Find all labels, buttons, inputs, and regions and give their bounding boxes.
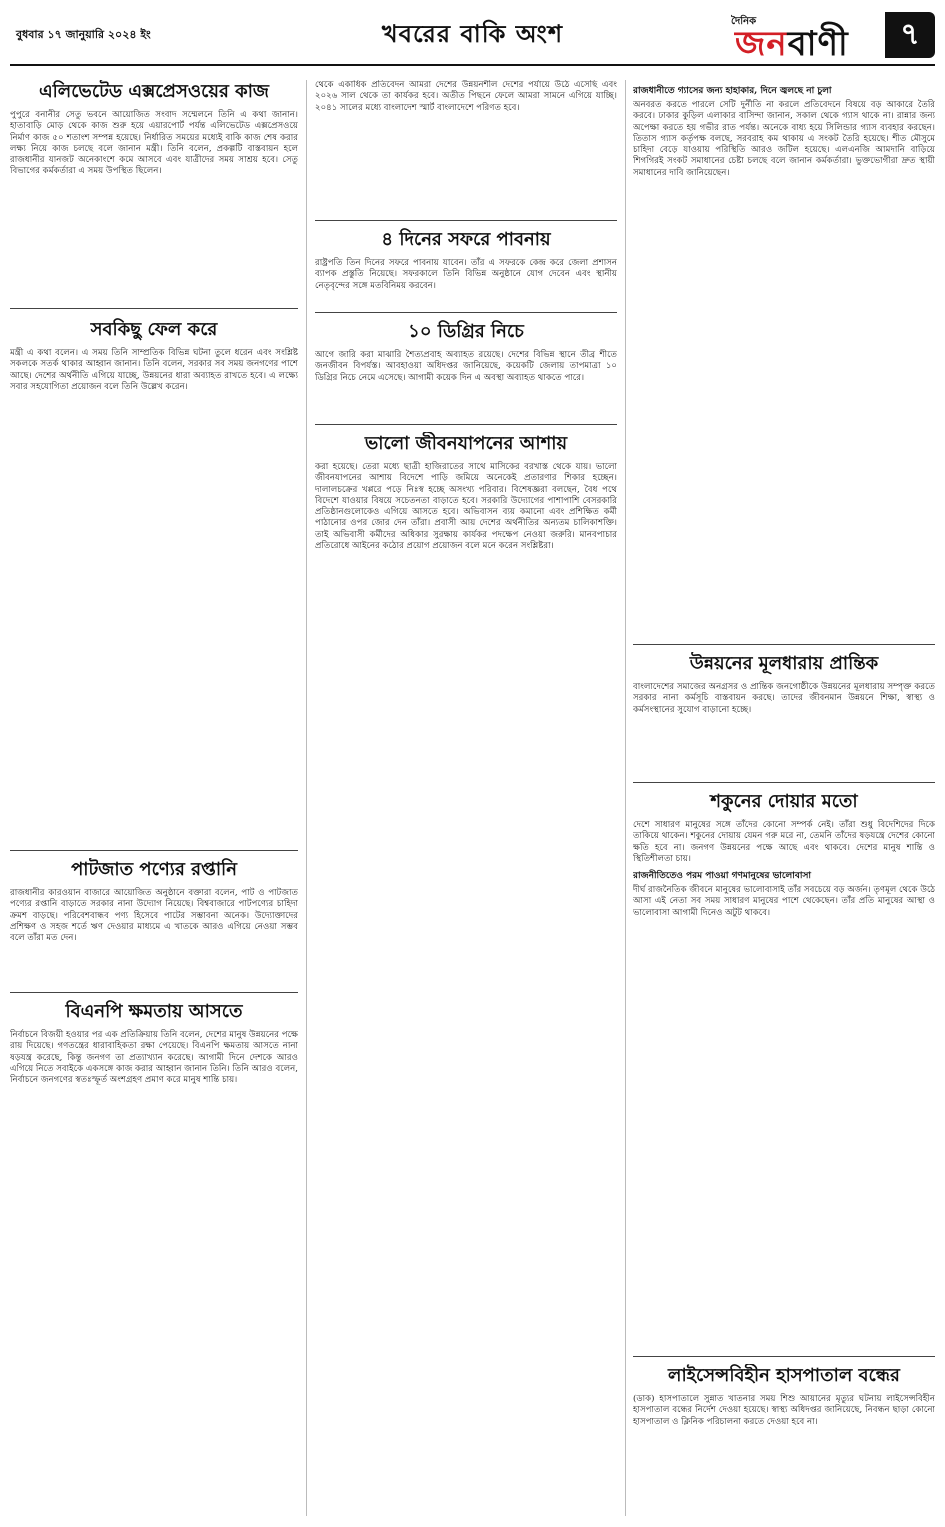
story-headline: সবকিছু ফেল করে xyxy=(90,319,218,340)
story-divider xyxy=(10,850,298,851)
story-body: রাজধানীর কারওয়ান বাজারে আয়োজিত অনুষ্ঠানে বক্তারা বলেন, পাট ও পাটজাত পণ্যের রপ্তানি বাড়াতে সরকার নানা উদ্যোগ নিয়েছে। বিশ্ববাজারে পাটপণ্যের চাহিদা ক্রমশ বাড়ছে। পরিবেশবান্ধব পণ্য হিসেবে পাটের সম্ভাবনা অনেক। উদ্যোক্তাদের প্রশিক্ষণ ও সহজ শর্তে ঋণ দেওয়ার মাধ্যমে এ খাতকে আরও এগিয়ে নেওয়া সম্ভব বলে তাঁরা মত দেন। xyxy=(10,888,298,944)
story-body: দেশে সাধারণ মানুষের সঙ্গে তাঁদের কোনো সম্পর্ক নেই। তাঁরা শুধু বিদেশিদের দিকে তাকিয়ে থাকেন। শকুনের দোয়ায় যেমন গরু মরে না, তেমনি তাঁদের ষড়যন্ত্রে দেশের কোনো ক্ষতি হবে না। জনগণ উন্নয়নের পক্ষে আছে এবং থাকবে। দেশের মানুষ শান্তি ও স্থিতিশীলতা চায়। xyxy=(633,820,935,864)
story-body: অনবরত করতে পারলে সেটি দুর্নীতি না করলে প্রতিবেদনে বিষয়ে বড় আকারে তৈরি করবে। ঢাকার কুড়িল এলাকার বাসিন্দা জানান, সকাল থেকে গ্যাস থাকে না। রান্নার জন্য অপেক্ষা করতে হয় গভীর রাত পর্যন্ত। অনেকে বাধ্য হয়ে সিলিন্ডার গ্যাস ব্যবহার করছেন। তিতাস গ্যাস কর্তৃপক্ষ বলছে, সরবরাহ কম থাকায় এ সংকট তৈরি হয়েছে। শীত মৌসুমে চাহিদা বেড়ে যাওয়ায় পরিস্থিতি আরও জটিল হয়েছে। এলএনজি আমদানি বাড়িয়ে শিগগিরই সংকট সমাধানের চেষ্টা চলছে বলে জানান কর্মকর্তারা। ভুক্তভোগীরা দ্রুত স্থায়ী সমাধানের দাবি জানিয়েছেন। xyxy=(633,100,935,178)
story-body: বাংলাদেশের সমাজের অনগ্রসর ও প্রান্তিক জনগোষ্ঠীকে উন্নয়নের মূলধারায় সম্পৃক্ত করতে সরকার নানা কর্মসূচি বাস্তবায়ন করছে। তাদের জীবনমান উন্নয়নে শিক্ষা, স্বাস্থ্য ও কর্মসংস্থানের সুযোগ বাড়ানো হচ্ছে। xyxy=(633,682,935,715)
story-unlicensed-hospitals xyxy=(633,1364,935,1514)
story-divider xyxy=(315,424,617,425)
story-body: মন্ত্রী এ কথা বলেন। এ সময় তিনি সাম্প্রতিক বিভিন্ন ঘটনা তুলে ধরেন এবং সংশ্লিষ্ট সকলকে সতর্ক থাকার আহ্বান জানান। তিনি বলেন, সরকার সব সময় জনগণের পাশে আছে। দেশের অর্থনীতি এগিয়ে যাচ্ছে, উন্নয়নের ধারা অব্যাহত রাখতে হবে। এ লক্ষ্যে সবার সহযোগিতা প্রয়োজন বলে তিনি উল্লেখ করেন। xyxy=(10,348,298,392)
story-divider xyxy=(315,220,617,221)
story-bnp-power xyxy=(10,1000,298,1514)
newspaper-page xyxy=(10,8,935,1520)
story-headline: ৪ দিনের সফরে পাবনায় xyxy=(381,229,551,250)
story-continuation xyxy=(315,80,617,216)
story-everything-failed xyxy=(10,318,298,846)
story-better-life xyxy=(315,432,617,1514)
story-jute-export xyxy=(10,858,298,986)
story-divider xyxy=(10,992,298,993)
column-2 xyxy=(315,80,617,1516)
story-headline: বিএনপি ক্ষমতায় আসতে xyxy=(65,1001,243,1022)
column-divider xyxy=(306,80,307,1516)
page-number: ৭ xyxy=(885,12,935,58)
story-body: করা হয়েছে। তেরা মধ্যে ছাত্রী হাজিরাতের সাথে মাসিকের বরখাস্ত থেকে যায়। ভালো জীবনযাপনের আশায় বিদেশে পাড়ি জমিয়ে অনেকেই প্রতারণার শিকার হচ্ছেন। দালালচক্রের খপ্পরে পড়ে নিঃস্ব হচ্ছে অসংখ্য পরিবার। বিশেষজ্ঞরা বলছেন, বৈধ পথে বিদেশে যাওয়ার বিষয়ে সচেতনতা বাড়াতে হবে। সরকারি উদ্যোগের পাশাপাশি বেসরকারি প্রতিষ্ঠানগুলোকেও এগিয়ে আসতে হবে। অভিবাসন ব্যয় কমানো এবং প্রশিক্ষিত কর্মী পাঠানোর ওপর জোর দেন তাঁরা। প্রবাসী আয় দেশের অর্থনীতির অন্যতম চালিকাশক্তি। তাই অভিবাসী কর্মীদের অধিকার সুরক্ষায় কার্যকর পদক্ষেপ নেওয়া জরুরি। মানবপাচার প্রতিরোধে আইনের কঠোর প্রয়োগ প্রয়োজন বলে মনে করেন সংশ্লিষ্টরা। xyxy=(315,462,617,552)
story-elevated-expressway xyxy=(10,80,298,306)
column-1 xyxy=(10,80,298,1516)
story-body: নির্বাচনে বিজয়ী হওয়ার পর এক প্রতিক্রিয়ায় তিনি বলেন, দেশের মানুষ উন্নয়নের পক্ষে রায় দিয়েছে। গণতন্ত্রের ধারাবাহিকতা রক্ষা পেয়েছে। বিএনপি ক্ষমতায় আসতে নানা ষড়যন্ত্র করেছে, কিন্তু জনগণ তা প্রত্যাখ্যান করেছে। আগামী দিনে দেশকে আরও এগিয়ে নিতে সবাইকে একসঙ্গে কাজ করার আহ্বান জানান তিনি। তিনি আরও বলেন, নির্বাচনে জনগণের স্বতঃস্ফূর্ত অংশগ্রহণ প্রমাণ করে মানুষ শান্তি চায়। xyxy=(10,1030,298,1086)
story-body: (ডাক) হাসপাতালে সুন্নাত খাতনার সময় শিশু আয়ানের মৃত্যুর ঘটনায় লাইসেন্সবিহীন হাসপাতাল বন্ধের নির্দেশ দেওয়া হয়েছে। স্বাস্থ্য অধিদপ্তর জানিয়েছে, নিবন্ধন ছাড়া কোনো হাসপাতাল ও ক্লিনিক পরিচালনা করতে দেওয়া হবে না। xyxy=(633,1394,935,1427)
story-pabna-visit xyxy=(315,228,617,308)
column-3 xyxy=(633,80,935,1516)
story-below-ten-degrees xyxy=(315,320,617,420)
story-subheading: রাজধানীতে গ্যাসের জন্য হাহাকার, দিনে জ্বলছে না চুলা xyxy=(633,86,832,96)
story-headline: ১০ ডিগ্রির নিচে xyxy=(408,321,524,342)
story-divider xyxy=(633,782,935,783)
story-divider xyxy=(633,644,935,645)
story-body: দীর্ঘ রাজনৈতিক জীবনে মানুষের ভালোবাসাই তাঁর সবচেয়ে বড় অর্জন। তৃণমূল থেকে উঠে আসা এই নেতা সব সময় সাধারণ মানুষের পাশে থেকেছেন। তাঁর প্রতি মানুষের আস্থা ও ভালোবাসা আগামী দিনেও অটুট থাকবে। xyxy=(633,885,935,918)
story-body: রাষ্ট্রপতি তিন দিনের সফরে পাবনায় যাবেন। তাঁর এ সফরকে কেন্দ্র করে জেলা প্রশাসন ব্যাপক প্রস্তুতি নিয়েছে। সফরকালে তিনি বিভিন্ন অনুষ্ঠানে যোগ দেবেন এবং স্থানীয় নেতৃবৃন্দের সঙ্গে মতবিনিময় করবেন। xyxy=(315,258,617,291)
story-marginal-development xyxy=(633,652,935,778)
logo-wordmark xyxy=(735,18,849,75)
column-divider xyxy=(625,80,626,1516)
newspaper-logo xyxy=(727,12,877,64)
logo-prefix: দৈনিক xyxy=(731,16,757,27)
story-gas-crisis xyxy=(633,80,935,640)
story-headline: ভালো জীবনযাপনের আশায় xyxy=(364,433,568,454)
section-title: খবরের বাকি অংশ xyxy=(381,19,564,48)
story-body: আগে জারি করা মাঝারি শৈত্যপ্রবাহ অব্যাহত রয়েছে। দেশের বিভিন্ন স্থানে তীব্র শীতে জনজীবন বিপর্যস্ত। আবহাওয়া অধিদপ্তর জানিয়েছে, কয়েকটি জেলায় তাপমাত্রা ১০ ডিগ্রির নিচে নেমে এসেছে। আগামী কয়েক দিন এ অবস্থা অব্যাহত থাকতে পারে। xyxy=(315,350,617,383)
issue-date: বুধবার ১৭ জানুয়ারি ২০২৪ ইং xyxy=(16,28,151,41)
story-vulture-prayer xyxy=(633,790,935,1352)
story-divider xyxy=(10,308,298,309)
story-headline: উন্নয়নের মূলধারায় প্রান্তিক xyxy=(689,653,879,674)
story-divider xyxy=(315,312,617,313)
story-subheading: রাজনীতিতেও পরম পাওয়া গণমানুষের ভালোবাসা xyxy=(633,871,811,882)
story-body: পুপুরে বনানীর সেতু ভবনে আয়োজিত সংবাদ সম্মেলনে তিনি এ কথা জানান। হাতাবাড়ি মোড় থেকে কাজ শুরু হয়ে এয়ারপোর্ট পর্যন্ত এলিভেটেড এক্সপ্রেসওয়ে নির্মাণ কাজ ৫০ শতাংশ সম্পন্ন হয়েছে। নির্ধারিত সময়ের মধ্যেই বাকি কাজ শেষ করার লক্ষ্য নিয়ে কাজ চলছে বলে জানান মন্ত্রী। তিনি বলেন, প্রকল্পটি বাস্তবায়ন হলে রাজধানীর যানজট অনেকাংশে কমে আসবে এবং যাত্রীদের সময় সাশ্রয় হবে। সেতু বিভাগের কর্মকর্তারা এ সময় উপস্থিত ছিলেন। xyxy=(10,110,298,177)
story-body: থেকে একাধিক প্রতিবেদন আমরা দেশের উন্নয়নশীল দেশের পর্যায়ে উঠে এসেছি এবং ২০২৬ সাল থেকে তা কার্যকর হবে। অতীত পিছনে ফেলে আমরা সামনে এগিয়ে যাচ্ছি। ২০৪১ সালের মধ্যে বাংলাদেশ স্মার্ট বাংলাদেশে পরিণত হবে। xyxy=(315,80,617,113)
logo-red-part: জন xyxy=(735,24,788,64)
story-headline: শকুনের দোয়ার মতো xyxy=(710,791,858,812)
masthead xyxy=(10,8,935,66)
story-headline: পাটজাত পণ্যের রপ্তানি xyxy=(71,859,237,880)
story-divider xyxy=(633,1356,935,1357)
story-headline: এলিভেটেড এক্সপ্রেসওয়ের কাজ xyxy=(38,81,270,102)
logo-black-part: বাণী xyxy=(787,24,849,64)
story-headline: লাইসেন্সবিহীন হাসপাতাল বন্ধের xyxy=(668,1365,900,1386)
